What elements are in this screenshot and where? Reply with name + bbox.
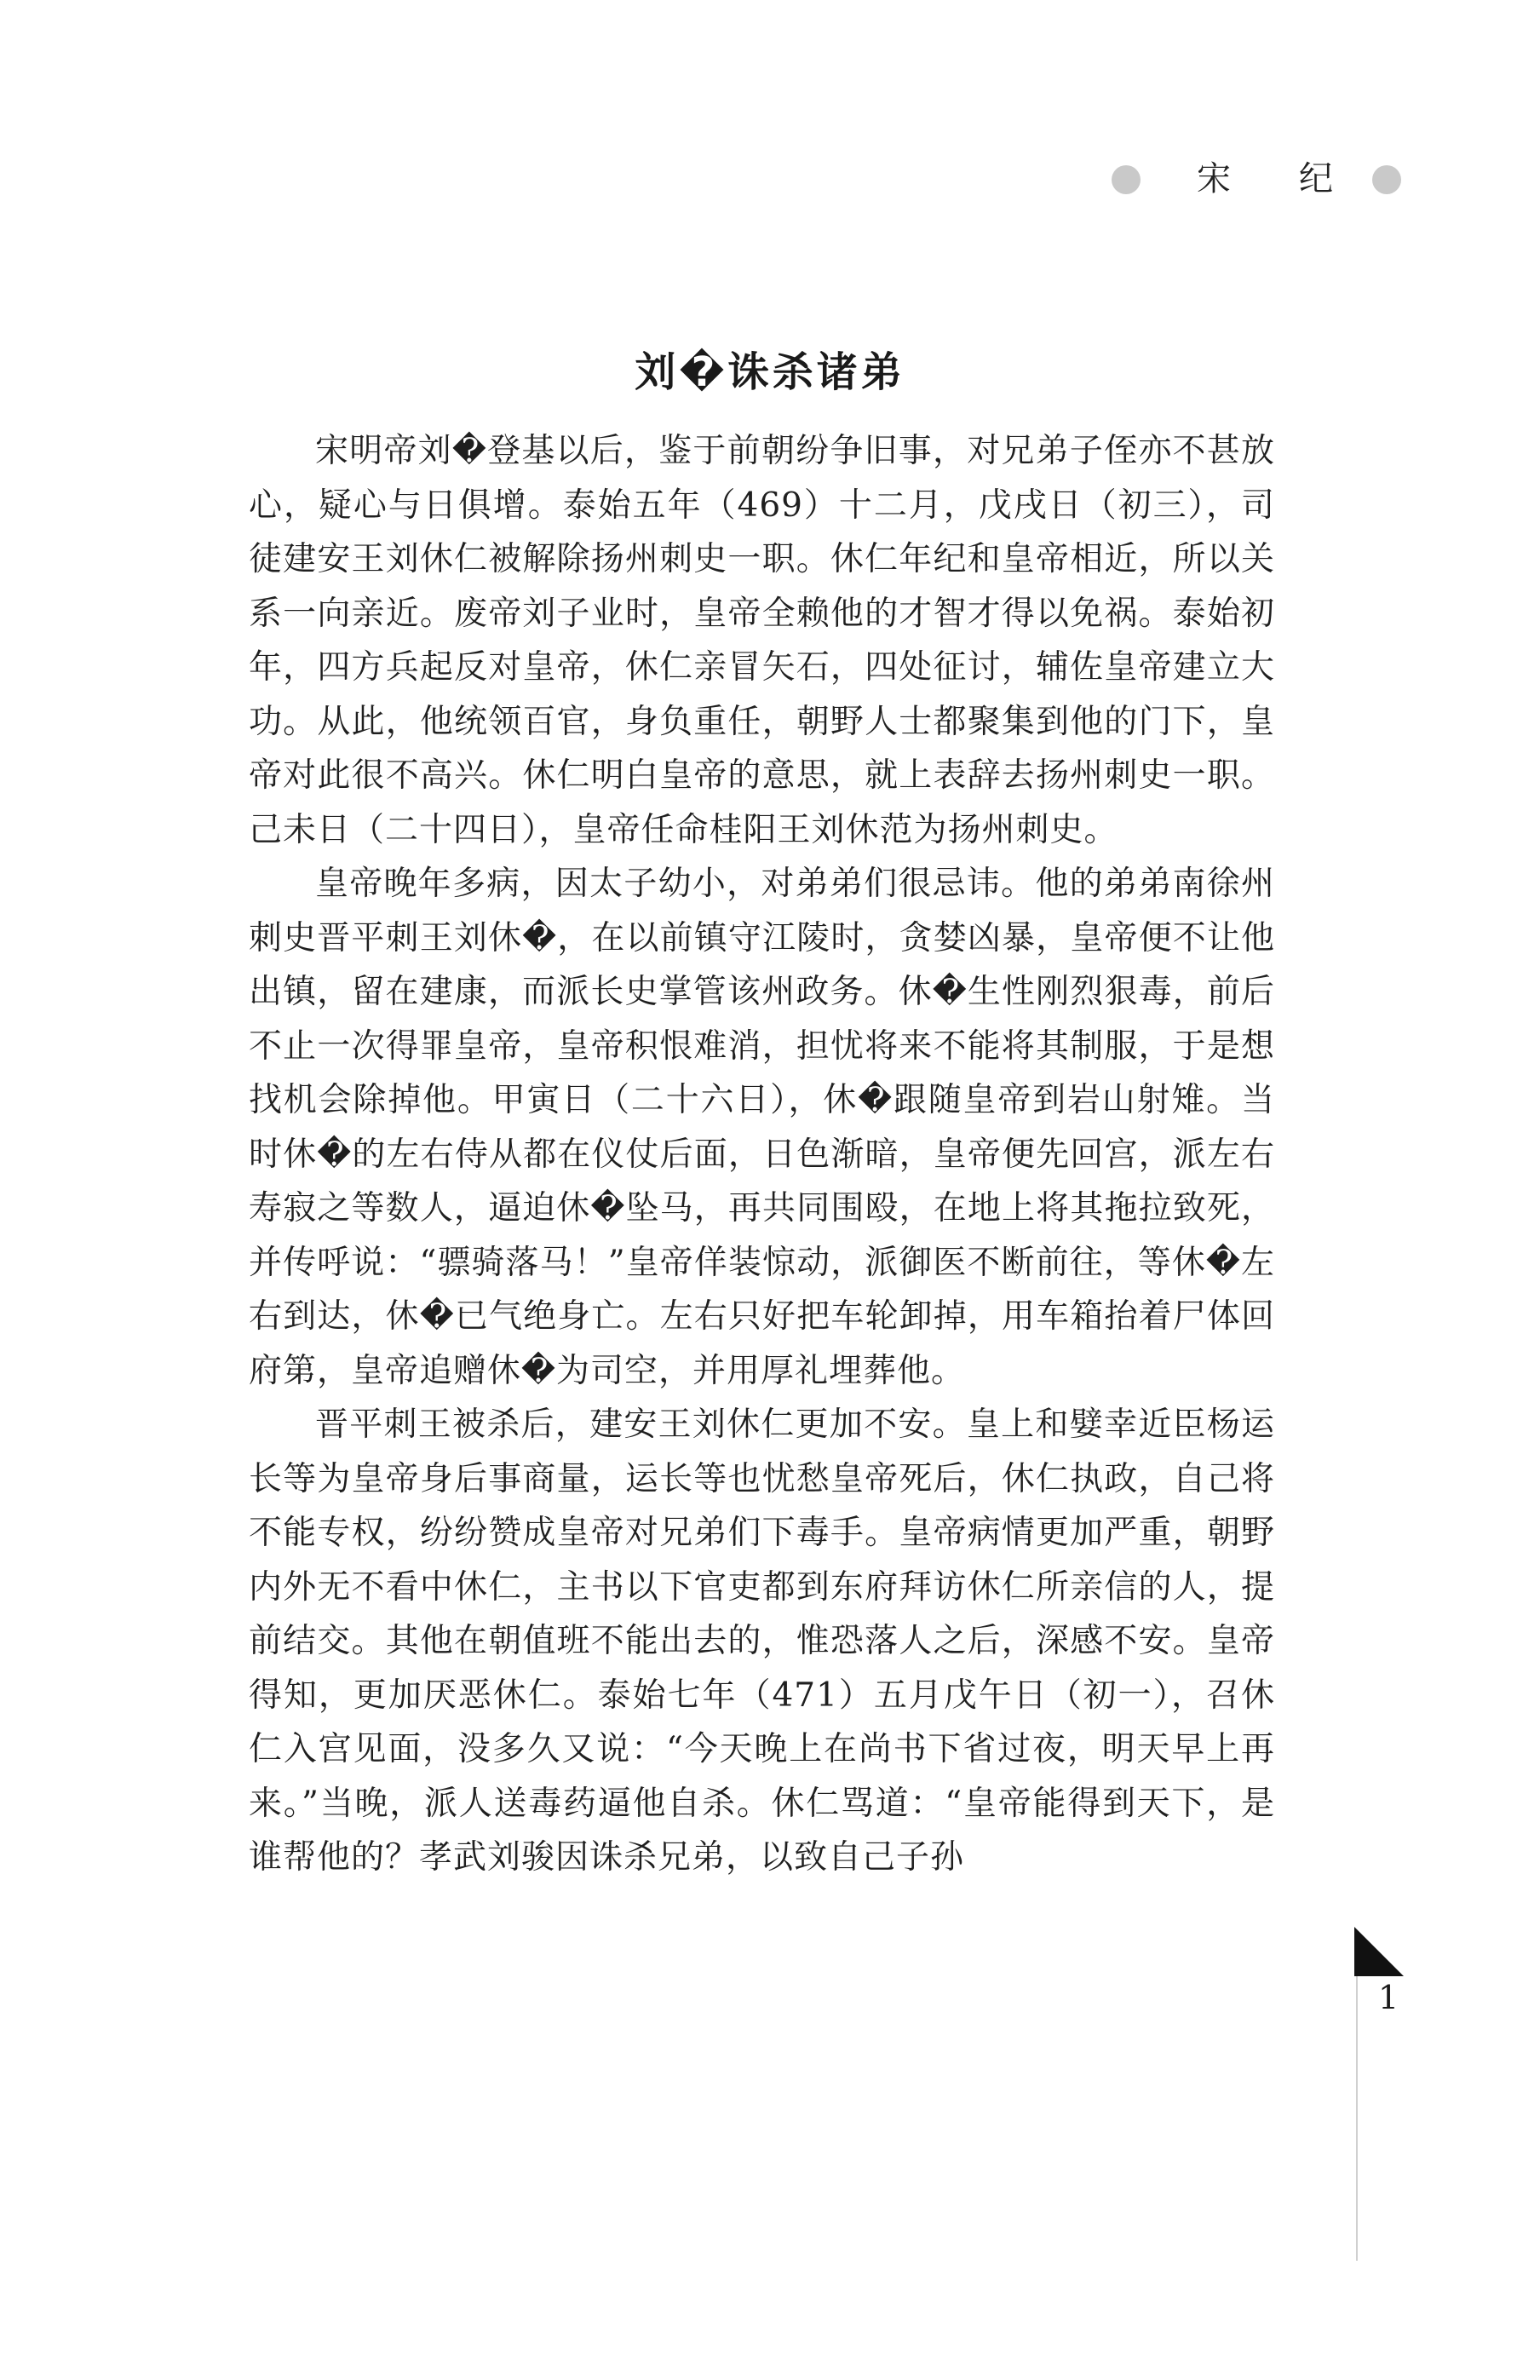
running-header-char-1: 宋 [1197, 159, 1231, 198]
paragraph-2: 皇帝晚年多病，因太子幼小，对弟弟们很忌讳。他的弟弟南徐州刺史晋平刺王刘休�，在以前镇守江陵时，贪婪凶暴，皇帝便不让他出镇，留在建康，而派长史掌管该州政务。休�生性刚烈狠毒，前后不止一次得罪皇帝，皇帝积恨难消，担忧将来不能将其制服，于是想找机会除掉他。甲寅日（二十六日），休�跟随皇帝到岩山射雉。当时休�的左右侍从都在仪仗后面，日色渐暗，皇帝便先回宫，派左右寿寂之等数人，逼迫休�坠马，再共同围殴，在地上将其拖拉致死，并传呼说：“骠骑落马！”皇帝佯装惊动，派御医不断前往，等休�左右到达，休�已气绝身亡。左右只好把车轮卸掉，用车箱抬着尸体回府第，皇帝追赠休�为司空，并用厚礼埋葬他。 [249, 865, 1275, 1390]
page-corner-triangle-icon [1354, 1927, 1405, 1978]
page-margin-rule [1356, 1976, 1358, 2261]
paragraph-1: 宋明帝刘�登基以后，鉴于前朝纷争旧事，对兄弟子侄亦不甚放心，疑心与日俱增。泰始五年（469）十二月，戊戌日（初三），司徒建安王刘休仁被解除扬州刺史一职。休仁年纪和皇帝相近，所以关系一向亲近。废帝刘子业时，皇帝全赖他的才智才得以免祸。泰始初年，四方兵起反对皇帝，休仁亲冒矢石，四处征讨，辅佐皇帝建立大功。从此，他统领百官，身负重任，朝野人士都聚集到他的门下，皇帝对此很不高兴。休仁明白皇帝的意思，就上表辞去扬州刺史一职。己未日（二十四日），皇帝任命桂阳王刘休范为扬州刺史。 [249, 432, 1275, 849]
running-header [1112, 153, 1401, 204]
article-title: 刘�诛杀诸弟 [635, 348, 905, 397]
article-body [249, 424, 1275, 1885]
page-number: 1 [1378, 1979, 1399, 2016]
header-dot-right-icon [1372, 165, 1401, 194]
paragraph-3: 晋平刺王被杀后，建安王刘休仁更加不安。皇上和嬖幸近臣杨运长等为皇帝身后事商量，运长等也忧愁皇帝死后，休仁执政，自己将不能专权，纷纷赞成皇帝对兄弟们下毒手。皇帝病情更加严重，朝野内外无不看中休仁，主书以下官吏都到东府拜访休仁所亲信的人，提前结交。其他在朝值班不能出去的，惟恐落人之后，深感不安。皇帝得知，更加厌恶休仁。泰始七年（471）五月戊午日（初一），召休仁入宫见面，没多久又说：“今天晚上在尚书下省过夜，明天早上再来。”当晚，派人送毒药逼他自杀。休仁骂道：“皇帝能得到天下，是谁帮他的？孝武刘骏因诛杀兄弟，以致自己子孙 [249, 1406, 1275, 1877]
running-header-char-2: 纪 [1299, 159, 1333, 198]
header-dot-left-icon [1112, 165, 1141, 194]
